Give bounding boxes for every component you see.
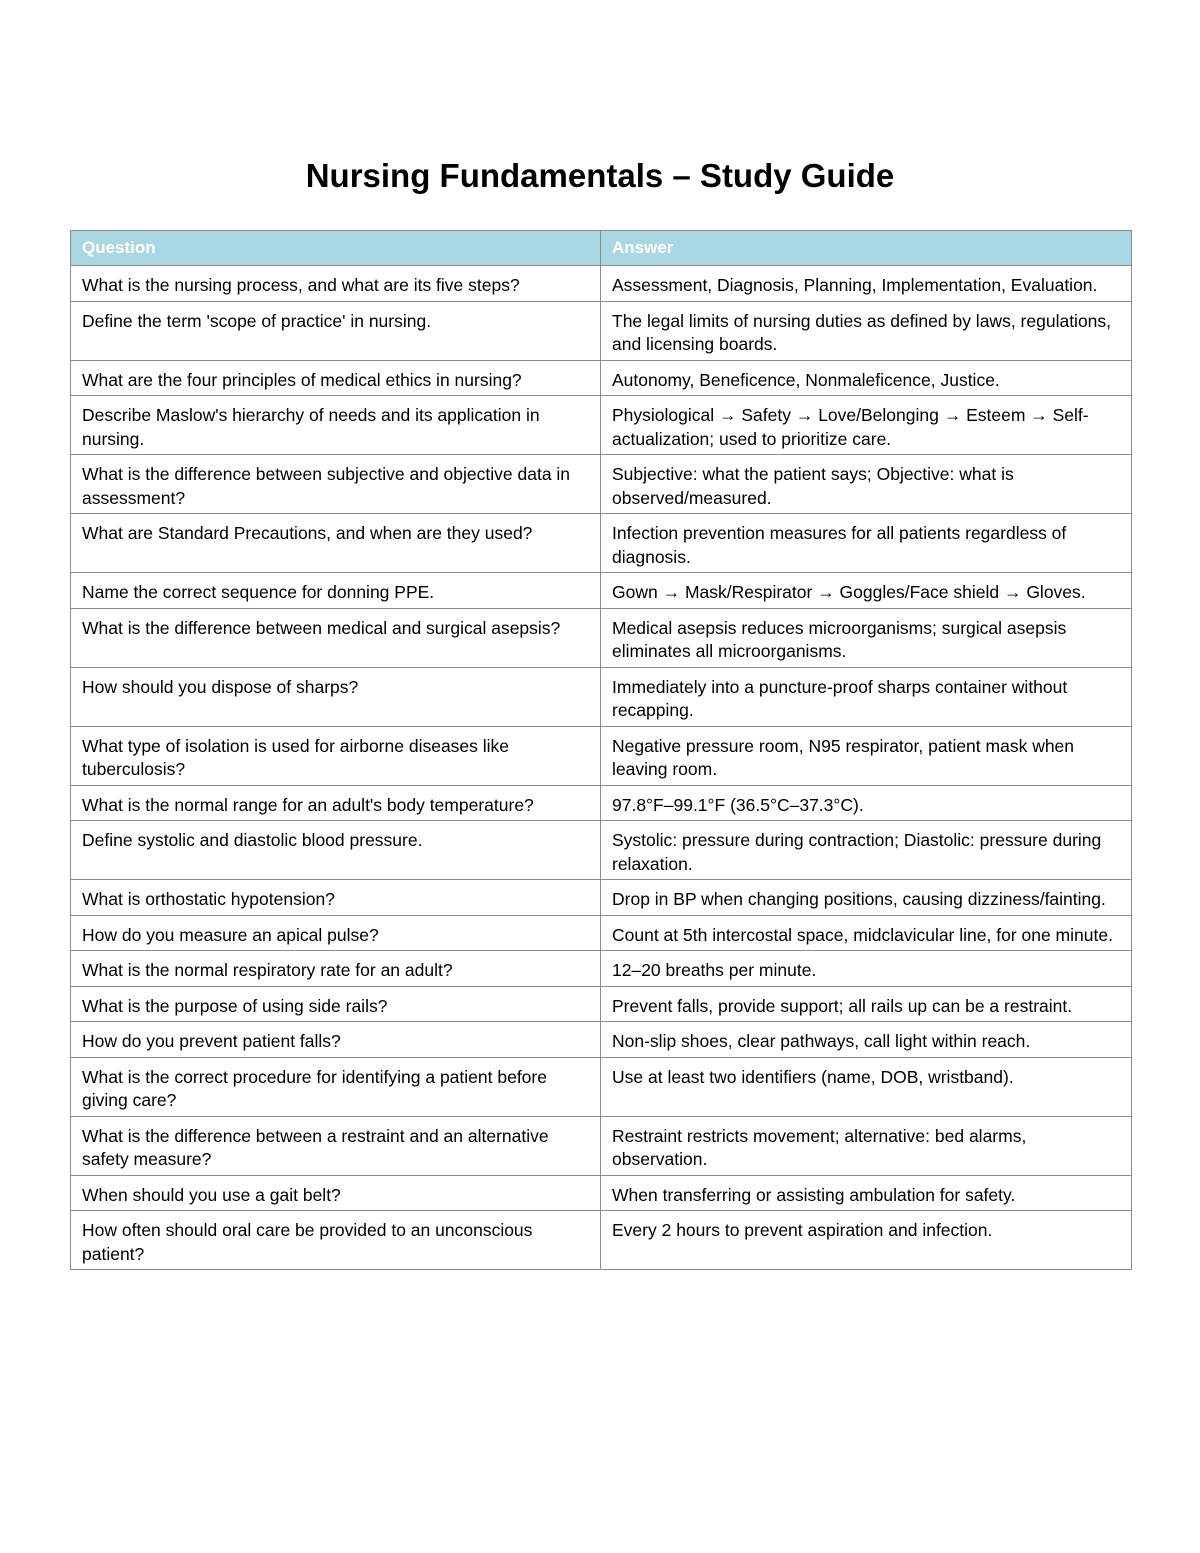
answer-cell: Assessment, Diagnosis, Planning, Implementation, Evaluation. — [601, 266, 1132, 302]
table-row — [71, 1211, 1132, 1270]
answer-cell: Non-slip shoes, clear pathways, call light within reach. — [601, 1022, 1132, 1058]
table-row — [71, 514, 1132, 573]
answer-cell: Negative pressure room, N95 respirator, patient mask when leaving room. — [601, 726, 1132, 785]
answer-cell: When transferring or assisting ambulation for safety. — [601, 1175, 1132, 1211]
answer-cell: Infection prevention measures for all patients regardless of diagnosis. — [601, 514, 1132, 573]
question-cell: What are Standard Precautions, and when are they used? — [71, 514, 601, 573]
answer-cell: Restraint restricts movement; alternative: bed alarms, observation. — [601, 1116, 1132, 1175]
answer-cell: Systolic: pressure during contraction; Diastolic: pressure during relaxation. — [601, 821, 1132, 880]
question-cell: What is the difference between subjective and objective data in assessment? — [71, 455, 601, 514]
table-row — [71, 726, 1132, 785]
question-cell: What is the correct procedure for identifying a patient before giving care? — [71, 1057, 601, 1116]
answer-cell: 97.8°F–99.1°F (36.5°C–37.3°C). — [601, 785, 1132, 821]
question-cell: What is the nursing process, and what are its five steps? — [71, 266, 601, 302]
table-row — [71, 573, 1132, 609]
qa-table — [70, 230, 1132, 1270]
question-cell: What is the difference between medical and surgical asepsis? — [71, 608, 601, 667]
table-row — [71, 1057, 1132, 1116]
answer-cell: Prevent falls, provide support; all rails up can be a restraint. — [601, 986, 1132, 1022]
table-row — [71, 396, 1132, 455]
question-cell: What is the normal range for an adult's body temperature? — [71, 785, 601, 821]
table-row — [71, 301, 1132, 360]
table-row — [71, 360, 1132, 396]
question-cell: Describe Maslow's hierarchy of needs and its application in nursing. — [71, 396, 601, 455]
table-row — [71, 667, 1132, 726]
answer-cell: Autonomy, Beneficence, Nonmaleficence, Justice. — [601, 360, 1132, 396]
question-cell: Define systolic and diastolic blood pressure. — [71, 821, 601, 880]
question-cell: How should you dispose of sharps? — [71, 667, 601, 726]
table-row — [71, 608, 1132, 667]
answer-cell: Every 2 hours to prevent aspiration and infection. — [601, 1211, 1132, 1270]
table-row — [71, 1022, 1132, 1058]
table-header-row — [71, 231, 1132, 266]
table-row — [71, 266, 1132, 302]
question-cell: What is orthostatic hypotension? — [71, 880, 601, 916]
answer-cell: The legal limits of nursing duties as defined by laws, regulations, and licensing boards. — [601, 301, 1132, 360]
question-cell: How do you prevent patient falls? — [71, 1022, 601, 1058]
question-cell: Name the correct sequence for donning PPE. — [71, 573, 601, 609]
answer-cell: 12–20 breaths per minute. — [601, 951, 1132, 987]
table-row — [71, 986, 1132, 1022]
table-row — [71, 880, 1132, 916]
answer-cell: Drop in BP when changing positions, causing dizziness/fainting. — [601, 880, 1132, 916]
answer-cell: Physiological → Safety → Love/Belonging → Esteem → Self-actualization; used to prioritize care. — [601, 396, 1132, 455]
header-answer: Answer — [601, 231, 1132, 266]
question-cell: What is the purpose of using side rails? — [71, 986, 601, 1022]
header-question: Question — [71, 231, 601, 266]
question-cell: What are the four principles of medical ethics in nursing? — [71, 360, 601, 396]
table-row — [71, 821, 1132, 880]
answer-cell: Medical asepsis reduces microorganisms; surgical asepsis eliminates all microorganisms. — [601, 608, 1132, 667]
question-cell: What is the difference between a restraint and an alternative safety measure? — [71, 1116, 601, 1175]
question-cell: How do you measure an apical pulse? — [71, 915, 601, 951]
table-row — [71, 455, 1132, 514]
table-row — [71, 1116, 1132, 1175]
answer-cell: Use at least two identifiers (name, DOB, wristband). — [601, 1057, 1132, 1116]
table-row — [71, 951, 1132, 987]
question-cell: How often should oral care be provided to an unconscious patient? — [71, 1211, 601, 1270]
answer-cell: Subjective: what the patient says; Objective: what is observed/measured. — [601, 455, 1132, 514]
table-row — [71, 1175, 1132, 1211]
answer-cell: Count at 5th intercostal space, midclavicular line, for one minute. — [601, 915, 1132, 951]
question-cell: When should you use a gait belt? — [71, 1175, 601, 1211]
question-cell: Define the term 'scope of practice' in nursing. — [71, 301, 601, 360]
answer-cell: Gown → Mask/Respirator → Goggles/Face shield → Gloves. — [601, 573, 1132, 609]
table-row — [71, 915, 1132, 951]
page-title: Nursing Fundamentals – Study Guide — [305, 157, 895, 194]
question-cell: What is the normal respiratory rate for an adult? — [71, 951, 601, 987]
question-cell: What type of isolation is used for airborne diseases like tuberculosis? — [71, 726, 601, 785]
answer-cell: Immediately into a puncture-proof sharps container without recapping. — [601, 667, 1132, 726]
table-row — [71, 785, 1132, 821]
